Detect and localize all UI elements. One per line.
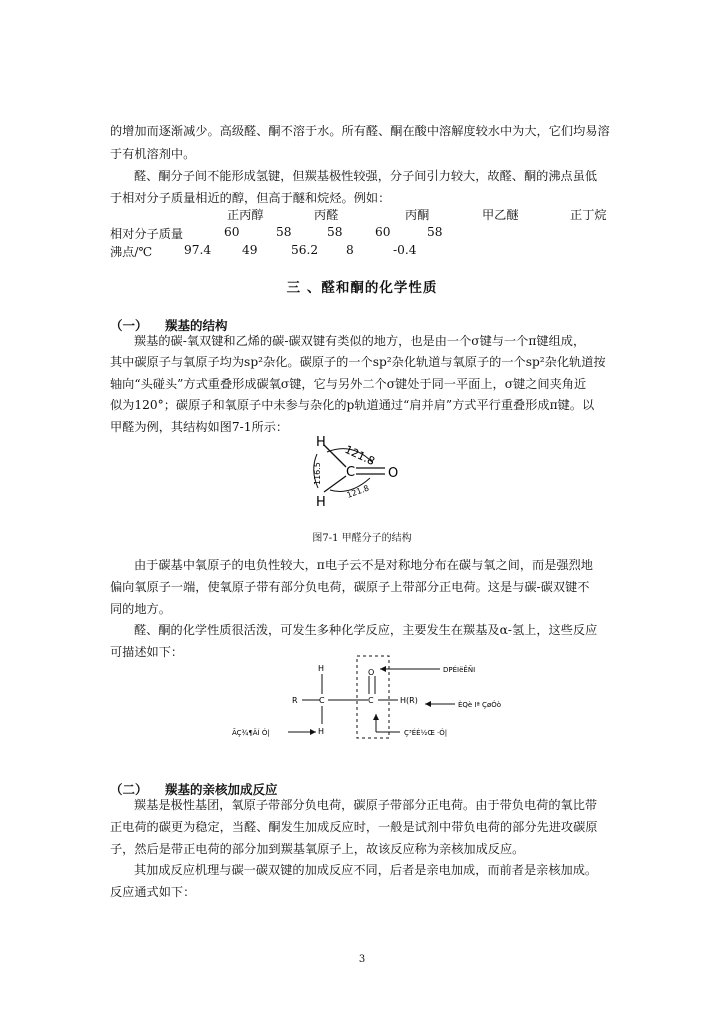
paragraph-line: 子，然后是带正电荷的部分加到羰基氧原子上，故该反应称为亲核加成反应。 <box>110 842 525 856</box>
atom-o: O <box>388 466 399 481</box>
atom-c-carbonyl: C <box>368 696 374 705</box>
page-number: 3 <box>358 954 366 965</box>
paragraph-line: 醛、酮的化学性质很活泼，可发生多种化学反应，主要发生在羰基及α-氢上，这些反应 <box>134 623 598 637</box>
table-header: 正丙醇 <box>227 208 264 222</box>
subsection-number: （一） <box>110 318 148 333</box>
section-title: 三 、醛和酮的化学性质 <box>286 280 438 296</box>
table-cell: 58 <box>427 225 443 239</box>
carbonyl-reactivity-diagram <box>230 652 550 748</box>
paragraph-line: 偏向氧原子一端，使氧原子带有部分负电荷，碳原子上带部分正电荷。这是与碳-碳双键不 <box>110 580 590 594</box>
paragraph-line: 羰基的碳-氧双键和乙烯的碳-碳双键有类似的地方，也是由一个σ键与一个π键组成， <box>134 334 586 348</box>
table-cell: 8 <box>346 243 354 257</box>
table-cell: 49 <box>242 243 258 257</box>
table-cell: 56.2 <box>291 243 319 257</box>
label-carbonyl-site: Ç³ÉÉ½Œ ·Ó| <box>404 729 448 737</box>
table-header: 丙酮 <box>405 208 430 222</box>
atom-h-top: H <box>318 664 325 673</box>
r-group: R <box>292 696 298 705</box>
subsection-heading <box>110 316 228 334</box>
atom-h-bottom: H <box>316 495 326 510</box>
paragraph-line: 甲醛为例，其结构如图7-1所示： <box>110 420 289 434</box>
table-cell: 58 <box>276 225 292 239</box>
formaldehyde-structure-diagram <box>300 428 430 516</box>
table-cell: 97.4 <box>184 243 212 257</box>
atom-h-r: H(R) <box>400 696 418 705</box>
arrow-head <box>380 666 386 672</box>
angle-label-bottom: 121.8 <box>345 483 371 500</box>
atom-o: O <box>368 668 375 677</box>
figure-caption: 图7-1 甲醛分子的结构 <box>312 533 412 544</box>
subsection-title: 羰基的结构 <box>165 318 228 333</box>
table-row-label: 相对分子质量 <box>110 227 184 241</box>
table-cell: 60 <box>224 225 240 239</box>
table-cell: -0.4 <box>393 243 417 257</box>
angle-label-top: 121.8 <box>342 442 377 469</box>
label-carbon-site: ÈQè Iª ÇøÓò <box>458 701 502 709</box>
atom-c: C <box>346 465 356 480</box>
paragraph-line: 于有机溶剂中。 <box>110 147 196 161</box>
label-oxygen-site: DPÉIëÊÑI <box>443 666 476 674</box>
atom-h-top: H <box>316 435 326 450</box>
table-header: 甲乙醚 <box>482 208 519 222</box>
label-alpha-site: ÃÇ¾¶ÄÍ Ó| <box>232 729 270 737</box>
arrow-head <box>373 714 379 720</box>
paragraph-line: 轴向“头碰头”方式重叠形成碳氧σ键，它与另外二个σ键处于同一平面上，σ键之间夹角近 <box>110 377 587 391</box>
arrow-head <box>310 729 316 735</box>
paragraph-line: 其中碳原子与氧原子均为sp²杂化。碳原子的一个sp²杂化轨道与氧原子的一个sp²杂化轨道按 <box>110 355 606 369</box>
paragraph-line: 于相对分子质量相近的醇，但高于醚和烷烃。例如： <box>110 191 391 205</box>
paragraph-line: 其加成反应机理与碳一碳双键的加成反应不同，后者是亲电加成，而前者是亲核加成。 <box>134 863 598 877</box>
table-row-label: 沸点/℃ <box>110 245 153 259</box>
paragraph-line: 反应通式如下： <box>110 885 196 899</box>
angle-label-left: 116.5 <box>313 462 322 485</box>
table-header: 丙醛 <box>314 208 339 222</box>
paragraph-line: 同的地方。 <box>110 602 171 616</box>
paragraph-line: 可描述如下： <box>110 645 184 659</box>
paragraph-line: 的增加而逐渐减少。高级醛、酮不溶于水。所有醛、酮在酸中溶解度较水中为大，它们均易溶 <box>110 124 610 138</box>
table-header: 正丁烷 <box>570 208 607 222</box>
subsection-number: （二） <box>110 782 148 797</box>
paragraph-line: 醛、酮分子间不能形成氢键，但羰基极性较强，分子间引力较大，故醛、酮的沸点虽低 <box>134 169 598 183</box>
subsection-heading <box>110 780 278 798</box>
paragraph-line: 似为120°；碳原子和氧原子中未参与杂化的p轨道通过“肩并肩”方式平行重叠形成π键。以 <box>110 398 595 412</box>
paragraph-line: 由于碳基中氧原子的电负性较大，π电子云不是对称地分布在碳与氧之间，而是强烈地 <box>134 558 593 572</box>
paragraph-line: 羰基是极性基团，氧原子带部分负电荷，碳原子带部分正电荷。由于带负电荷的氧比带 <box>134 798 598 812</box>
paragraph-line: 正电荷的碳更为稳定，当醛、酮发生加成反应时，一般是试剂中带负电荷的部分先进攻碳原 <box>110 820 598 834</box>
subsection-title: 羰基的亲核加成反应 <box>165 782 278 797</box>
table-cell: 58 <box>327 225 343 239</box>
bond-h-c-bottom <box>324 476 346 492</box>
arrow-head <box>425 701 431 707</box>
atom-h-bottom: H <box>318 727 325 736</box>
table-cell: 60 <box>375 225 391 239</box>
atom-c-alpha: C <box>319 696 325 705</box>
